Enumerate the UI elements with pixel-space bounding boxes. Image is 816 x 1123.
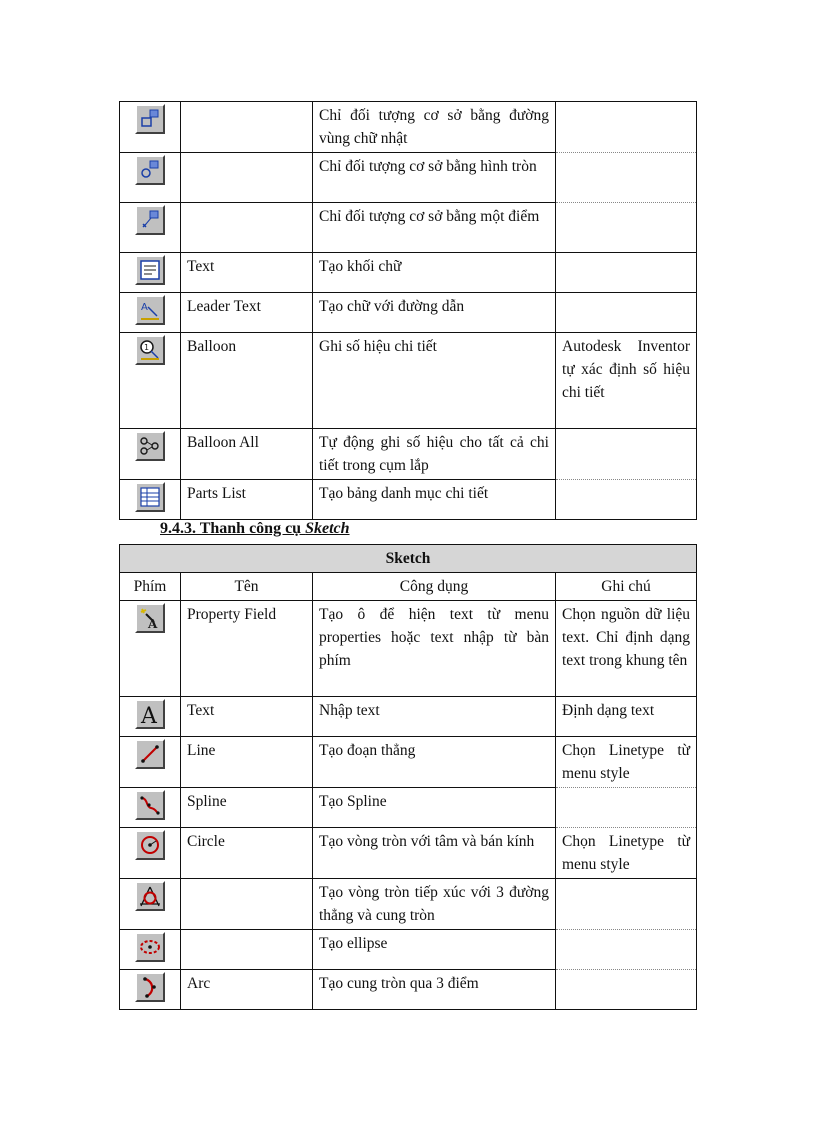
- row-name: Circle: [181, 828, 313, 879]
- table-row: [120, 102, 697, 153]
- row-note: [556, 102, 697, 153]
- header-key: Phím: [120, 573, 181, 601]
- section-number: 9.4.3. Thanh công cụ: [160, 520, 306, 537]
- spline-icon[interactable]: [135, 790, 165, 820]
- section-heading: [160, 520, 350, 538]
- row-name: [181, 879, 313, 930]
- text-a-icon[interactable]: [135, 699, 165, 729]
- row-usage: Tạo Spline: [313, 788, 556, 828]
- row-name: Leader Text: [181, 293, 313, 333]
- row-usage: Chỉ đối tượng cơ sở bằng đường vùng chữ nhật: [313, 102, 556, 153]
- svg-text:A: A: [148, 617, 158, 630]
- row-note: [556, 203, 697, 253]
- table-row: [120, 970, 697, 1010]
- row-note: Autodesk Inventor tự xác định số hiệu chi tiết: [556, 333, 697, 429]
- table-row: [120, 253, 697, 293]
- row-name: Text: [181, 253, 313, 293]
- property-field-icon[interactable]: [135, 603, 165, 633]
- header-note: Ghi chú: [556, 573, 697, 601]
- row-name: Property Field: [181, 601, 313, 697]
- row-note: Chọn Linetype từ menu style: [556, 737, 697, 788]
- row-note: [556, 970, 697, 1010]
- table-row: [120, 737, 697, 788]
- table-row: [120, 333, 697, 429]
- row-usage: Ghi số hiệu chi tiết: [313, 333, 556, 429]
- row-name: Text: [181, 697, 313, 737]
- circle-select-icon[interactable]: [135, 155, 165, 185]
- row-usage: Tạo đoạn thẳng: [313, 737, 556, 788]
- row-usage: Tạo vòng tròn với tâm và bán kính: [313, 828, 556, 879]
- arc-icon[interactable]: [135, 972, 165, 1002]
- table-row: [120, 293, 697, 333]
- tangent-circle-icon[interactable]: [135, 881, 165, 911]
- row-name: Line: [181, 737, 313, 788]
- row-name: [181, 102, 313, 153]
- line-icon[interactable]: [135, 739, 165, 769]
- table-title: Sketch: [120, 545, 697, 573]
- row-note: [556, 788, 697, 828]
- table-row: [120, 828, 697, 879]
- row-note: [556, 153, 697, 203]
- table-header-row: [120, 573, 697, 601]
- row-name: Arc: [181, 970, 313, 1010]
- row-note: [556, 429, 697, 480]
- header-name: Tên: [181, 573, 313, 601]
- row-usage: Tạo khối chữ: [313, 253, 556, 293]
- row-usage: Tự động ghi số hiệu cho tất cả chi tiết trong cụm lắp: [313, 429, 556, 480]
- table-row: [120, 480, 697, 520]
- sketch-toolbar-table: [119, 544, 697, 1010]
- table-row: [120, 203, 697, 253]
- balloon-all-icon[interactable]: [135, 431, 165, 461]
- row-name: Balloon All: [181, 429, 313, 480]
- row-usage: Chỉ đối tượng cơ sở bằng hình tròn: [313, 153, 556, 203]
- row-name: Parts List: [181, 480, 313, 520]
- table-title-row: [120, 545, 697, 573]
- row-note: Định dạng text: [556, 697, 697, 737]
- row-usage: Tạo ellipse: [313, 930, 556, 970]
- row-note: [556, 253, 697, 293]
- parts-list-icon[interactable]: [135, 482, 165, 512]
- header-usage: Công dụng: [313, 573, 556, 601]
- row-note: [556, 480, 697, 520]
- table-row: [120, 601, 697, 697]
- leader-text-icon[interactable]: [135, 295, 165, 325]
- row-usage: Tạo bảng danh mục chi tiết: [313, 480, 556, 520]
- row-name: Spline: [181, 788, 313, 828]
- row-usage: Chỉ đối tượng cơ sở bằng một điểm: [313, 203, 556, 253]
- svg-text:A: A: [141, 302, 148, 313]
- section-name: Sketch: [305, 520, 350, 537]
- row-usage: Tạo cung tròn qua 3 điểm: [313, 970, 556, 1010]
- ellipse-icon[interactable]: [135, 932, 165, 962]
- row-note: Chọn Linetype từ menu style: [556, 828, 697, 879]
- row-usage: Tạo vòng tròn tiếp xúc với 3 đường thẳng và cung tròn: [313, 879, 556, 930]
- table-row: [120, 429, 697, 480]
- circle-icon[interactable]: [135, 830, 165, 860]
- table-row: [120, 930, 697, 970]
- table-row: [120, 879, 697, 930]
- window-select-icon[interactable]: [135, 104, 165, 134]
- row-note: [556, 930, 697, 970]
- annotation-toolbar-table: [119, 101, 697, 520]
- balloon-icon[interactable]: [135, 335, 165, 365]
- row-name: [181, 203, 313, 253]
- row-note: [556, 293, 697, 333]
- svg-text:A: A: [141, 704, 157, 726]
- table-row: [120, 697, 697, 737]
- table-row: [120, 788, 697, 828]
- row-note: Chọn nguồn dữ liệu text. Chỉ định dạng text trong khung tên: [556, 601, 697, 697]
- row-name: [181, 930, 313, 970]
- svg-text:1: 1: [144, 343, 150, 352]
- table-row: [120, 153, 697, 203]
- row-usage: Tạo chữ với đường dẫn: [313, 293, 556, 333]
- row-note: [556, 879, 697, 930]
- row-name: Balloon: [181, 333, 313, 429]
- row-name: [181, 153, 313, 203]
- row-usage: Nhập text: [313, 697, 556, 737]
- text-block-icon[interactable]: [135, 255, 165, 285]
- row-usage: Tạo ô để hiện text từ menu properties hoặc text nhập từ bàn phím: [313, 601, 556, 697]
- point-select-icon[interactable]: [135, 205, 165, 235]
